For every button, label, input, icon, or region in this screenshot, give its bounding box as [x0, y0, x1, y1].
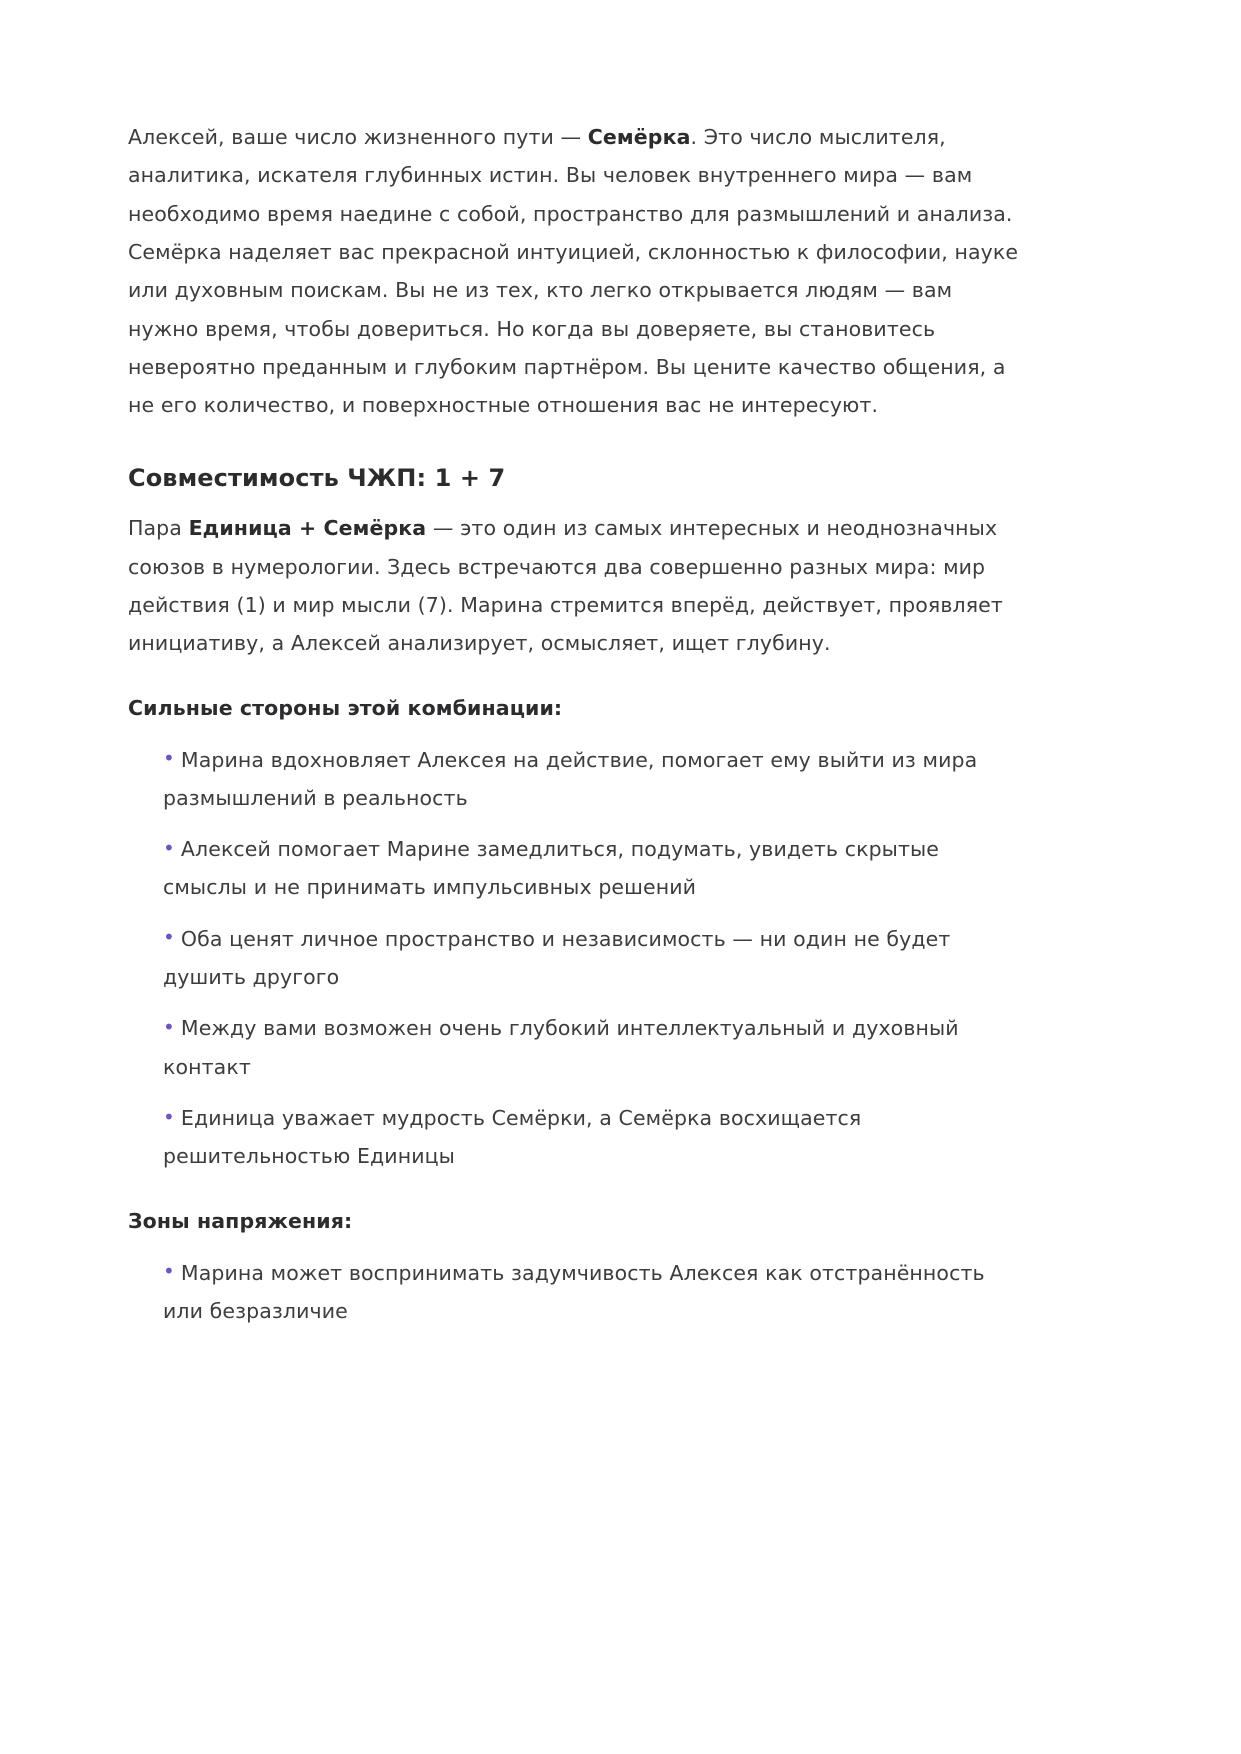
strengths-list	[128, 741, 1019, 1176]
intro-bold-term: Семёрка	[587, 125, 691, 149]
intro-paragraph	[128, 118, 1019, 425]
compatibility-lead-text: Пара	[128, 516, 189, 541]
tensions-list	[128, 1254, 1019, 1331]
list-item-text: Марина вдохновляет Алексея на действие, помогает ему выйти из мира размышлений в реальность	[163, 747, 978, 810]
list-item	[163, 830, 1019, 907]
bullet-dot-icon: •	[163, 1104, 175, 1129]
bullet-dot-icon: •	[163, 745, 175, 770]
strengths-heading: Сильные стороны этой комбинации:	[128, 695, 563, 720]
intro-rest-text: . Это число мыслителя, аналитика, искателя глубинных истин. Вы человек внутреннего мира — вам необходимо время наедине с собой, пространство для размышлений и анализа. Семёрка наделяет вас прекрасной интуицией, склонностью к философии, науке или духовным поискам. Вы не из тех, кто легко открывается людям — вам нужно время, чтобы довериться. Но когда вы доверяете, вы становитесь невероятно преданным и глубоким партнёром. Вы цените качество общения, а не его количество, и поверхностные отношения вас не интересуют.	[128, 125, 1019, 418]
list-item	[163, 920, 1019, 997]
compatibility-heading: Совместимость ЧЖП: 1 + 7	[128, 463, 506, 492]
list-item-text: Марина может воспринимать задумчивость Алексея как отстранённость или безразличие	[163, 1260, 985, 1323]
list-item-text: Единица уважает мудрость Семёрки, а Семёрка восхищается решительностью Единицы	[163, 1106, 862, 1169]
bullet-dot-icon: •	[163, 925, 175, 950]
list-item-text: Алексей помогает Марине замедлиться, подумать, увидеть скрытые смыслы и не принимать импульсивных решений	[163, 837, 940, 900]
document-body	[128, 118, 1019, 1330]
bullet-dot-icon: •	[163, 1258, 175, 1283]
bullet-dot-icon: •	[163, 1014, 175, 1039]
compatibility-rest-text: — это один из самых интересных и неоднозначных союзов в нумерологии. Здесь встречаются два совершенно разных мира: мир действия (1) и мир мысли (7). Марина стремится вперёд, действует, проявляет инициативу, а Алексей анализирует, осмысляет, ищет глубину.	[128, 516, 1003, 656]
tensions-heading: Зоны напряжения:	[128, 1208, 353, 1233]
list-item	[163, 1254, 1019, 1331]
bullet-dot-icon: •	[163, 835, 175, 860]
list-item-text: Оба ценят личное пространство и независимость — ни один не будет душить другого	[163, 926, 951, 990]
compatibility-bold-term: Единица + Семёрка	[188, 516, 427, 541]
list-item-text: Между вами возможен очень глубокий интеллектуальный и духовный контакт	[163, 1016, 959, 1079]
list-item	[163, 1009, 1019, 1086]
intro-lead-text: Алексей, ваше число жизненного пути —	[128, 125, 588, 149]
list-item	[163, 1099, 1019, 1176]
compatibility-paragraph	[128, 509, 1019, 662]
list-item	[163, 741, 1019, 818]
